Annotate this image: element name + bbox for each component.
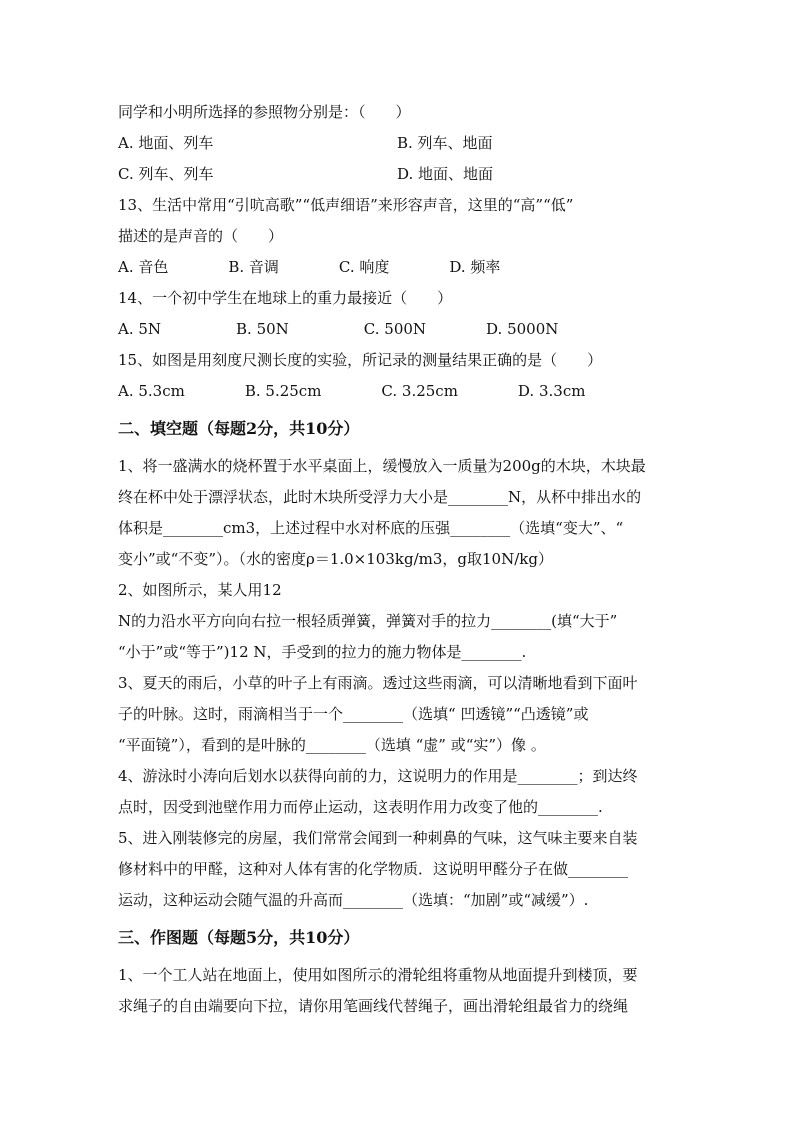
q12-option-b: B. 列车、地面 [397,134,493,152]
fill-q2-line-1: 2、如图所示，某人用12 [118,581,282,599]
fill-q2-line-3: “小于”或“等于”)12 N，手受到的拉力的施力物体是________. [118,643,527,661]
fill-q5-line-1: 5、进入刚装修完的房屋，我们常常会闻到一种刺鼻的气味，这气味主要来自装 [118,829,638,847]
section-3-heading: 三、作图题（每题5分，共10分） [118,928,360,947]
q12-option-d: D. 地面、地面 [397,165,494,183]
fill-q3-line-3: “平面镜”），看到的是叶脉的________（选填 “虚” 或“实”）像 。 [118,736,546,754]
fill-q3-line-1: 3、夏天的雨后，小草的叶子上有雨滴。透过这些雨滴，可以清晰地看到下面叶 [118,674,638,692]
fill-q3-line-2: 子的叶脉。这时，雨滴相当于一个________（选填“ 凹透镜”“凸透镜”或 [118,705,589,723]
fill-q1-line-4: 变小”或“不变”）。（水的密度ρ＝1.0×103kg/m3，g取10N/kg） [118,550,553,568]
q13-options: A. 音色 B. 音调 C. 响度 D. 频率 [118,258,501,276]
q14-options: A. 5N B. 50N C. 500N D. 5000N [118,320,559,338]
fill-q4-line-2: 点时，因受到池壁作用力而停止运动，这表明作用力改变了他的________. [118,798,603,816]
q13-stem: 13、生活中常用“引吭高歌”“低声细语”来形容声音，这里的“高”“低” [118,196,574,214]
q12-option-a: A. 地面、列车 [118,134,214,152]
fill-q1-line-1: 1、将一盛满水的烧杯置于水平桌面上，缓慢放入一质量为200g的木块，木块最 [118,457,646,475]
fill-q5-line-3: 运动，这种运动会随气温的升高而________（选填：“加剧”或“减缓”）. [118,891,589,909]
section-2-heading: 二、填空题（每题2分，共10分） [118,419,360,438]
fill-q1-line-3: 体积是________cm3，上述过程中水对杯底的压强________（选填“变大”、“ [118,519,624,537]
q14-stem: 14、一个初中学生在地球上的重力最接近（ ） [118,289,453,307]
draw-q1-line-2: 求绳子的自由端要向下拉，请你用笔画线代替绳子，画出滑轮组最省力的绕绳 [118,997,629,1015]
fill-q5-line-2: 修材料中的甲醛，这种对人体有害的化学物质．这说明甲醛分子在做________ [118,860,629,878]
draw-q1-line-1: 1、一个工人站在地面上，使用如图所示的滑轮组将重物从地面提升到楼顶，要 [118,966,638,984]
fill-q2-line-2: N的力沿水平方向向右拉一根轻质弹簧，弹簧对手的拉力________(填“大于” [118,612,618,630]
q12-option-c: C. 列车、列车 [118,165,214,183]
q15-stem: 15、如图是用刻度尺测长度的实验，所记录的测量结果正确的是（ ） [118,351,603,369]
q13-stem-2: 描述的是声音的（ ） [118,227,284,245]
q15-options: A. 5.3cm B. 5.25cm C. 3.25cm D. 3.3cm [118,382,586,400]
fill-q1-line-2: 终在杯中处于漂浮状态，此时木块所受浮力大小是________N，从杯中排出水的 [118,488,642,506]
fill-q4-line-1: 4、游泳时小涛向后划水以获得向前的力，这说明力的作用是________；到达终 [118,767,638,785]
q12-stem-tail: 同学和小明所选择的参照物分别是：（ ） [118,103,411,121]
